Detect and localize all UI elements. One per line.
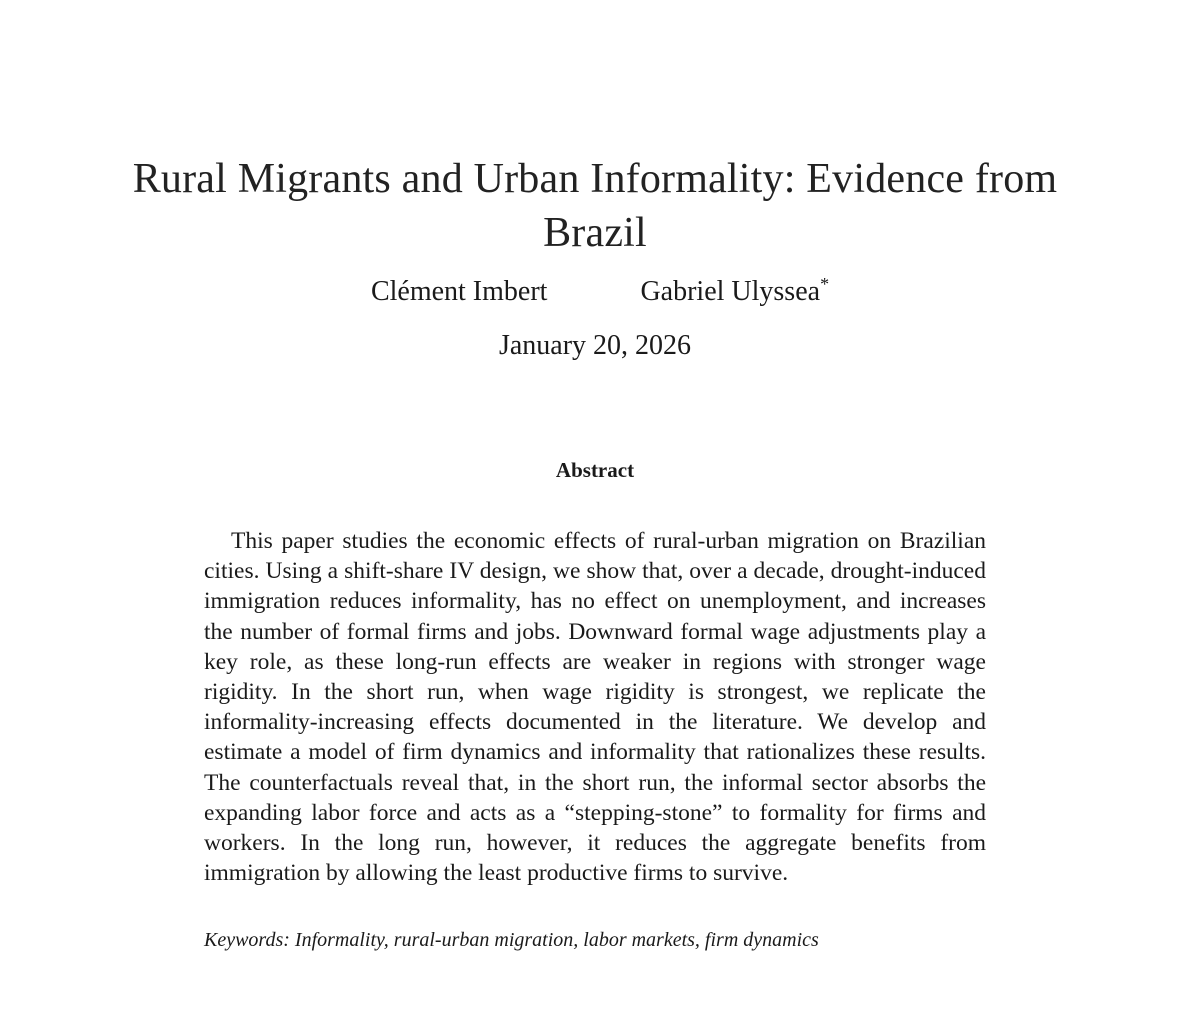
- author-list: [0, 266, 1200, 310]
- keywords: Keywords: Informality, rural-urban migration, labor markets, firm dynamics: [204, 929, 819, 951]
- author-name: Clément Imbert: [370, 276, 548, 307]
- abstract-heading: Abstract: [555, 458, 635, 482]
- author-2: [640, 266, 829, 310]
- author-1: [371, 266, 548, 310]
- abstract-text: This paper studies the economic effects of rural-urban migration on Brazilian cities. Using a shift-share IV design, we show that, over a decade, drought-induced immigration reduces informality, has no effect on unemployment, and increases the number of formal firms and jobs. Downward formal wage adjustments play a key role, as these long-run effects are weaker in regions with stronger wage rigidity. In the short run, when wage rigidity is strongest, we replicate the informality-increasing effects documented in the literature. We develop and estimate a model of firm dynamics and informality that rationalizes these results. The counterfactuals reveal that, in the short run, the informal sector absorbs the expanding labor force and acts as a “stepping-stone” to formality for firms and workers. In the long run, however, it reduces the aggregate benefits from immigration by allowing the least productive firms to survive.: [204, 528, 986, 887]
- paper-title: Rural Migrants and Urban Informality: Evidence from Brazil: [132, 156, 1058, 257]
- paper-date: January 20, 2026: [498, 330, 692, 361]
- author-footnote-mark: *: [820, 274, 830, 294]
- author-name: Gabriel Ulyssea: [640, 276, 821, 307]
